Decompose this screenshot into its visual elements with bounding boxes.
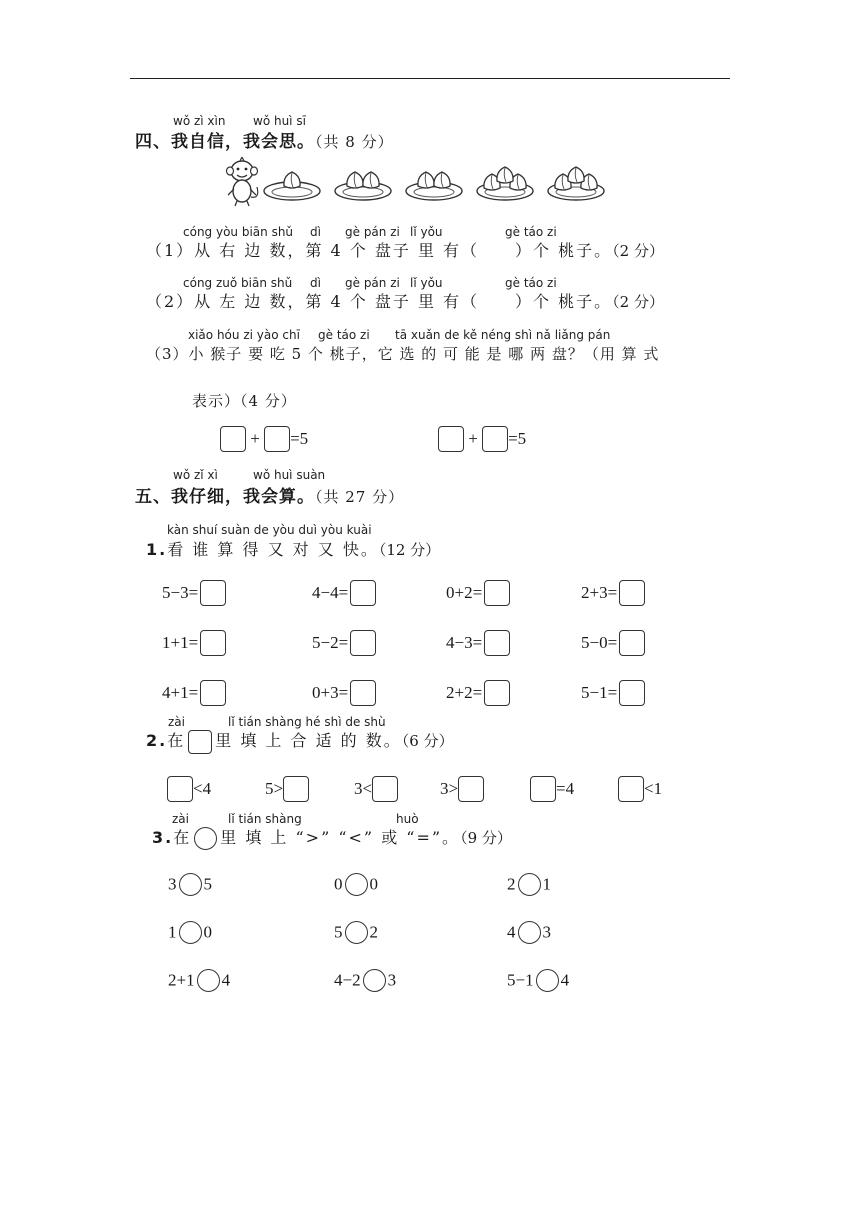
p3-num: 3. [152,828,174,847]
p3-score: （9 分） [460,829,512,847]
compare-item [334,873,378,896]
p1-text: 看 谁 算 得 又 对 又 快。 [167,540,379,559]
p3-text: 里 填 上 “>” “<” 或 “=”。 [220,828,461,847]
q3-text-2: 表示）（4 分） [192,392,297,410]
calc-item [162,630,226,656]
part-1-heading [146,537,440,560]
p1-score: （12 分） [378,541,441,559]
q1-text: （1）从 右 边 数，第 4 个 盘子 里 有（ ）个 桃子。 [146,241,613,260]
q3-text: （3）小 猴子 要 吃 5 个 桃子，它 选 的 可 能 是 哪 两 盘？（用 算 式 [146,345,660,363]
answer-box[interactable] [618,776,644,802]
q1-pinyin-3: gè pán zi [345,225,400,239]
calc-expression: 0+3= [312,683,349,702]
peach-plate-icon [477,167,533,200]
calc-item [312,630,376,656]
answer-circle[interactable] [197,969,220,992]
monkey-icon [222,157,262,207]
compare-right: 4 [560,970,570,990]
answer-circle[interactable] [345,873,368,896]
compare-right: 5 [203,874,212,894]
answer-circle[interactable] [179,921,202,944]
part-2-heading [146,728,454,754]
s4-pinyin-b: wǒ huì sī [253,114,306,128]
fill-item [530,776,574,802]
p2-text: 里 填 上 合 适 的 数。 [215,731,402,750]
calc-expression: 2+2= [446,683,483,702]
section5-score: （共 27 分） [315,488,405,506]
calc-expression: 4−3= [446,633,483,652]
p2-pinyin-a: zài [168,715,185,729]
answer-circle[interactable] [363,969,386,992]
q3-pinyin-2: gè táo zi [318,328,370,342]
compare-left: 1 [168,922,177,942]
answer-box[interactable] [484,630,510,656]
q2-pinyin-2: dì [310,276,321,290]
peach-plates [262,157,622,207]
s5-pinyin-a: wǒ zǐ xì [173,468,218,482]
answer-circle[interactable] [518,873,541,896]
answer-box[interactable] [283,776,309,802]
fill-after: <1 [644,779,663,798]
fill-item [440,776,484,802]
compare-item [507,921,551,944]
answer-box[interactable] [458,776,484,802]
question-4-1 [146,238,664,261]
compare-right: 0 [203,922,212,942]
p3-pinyin-a: zài [172,812,189,826]
compare-item [507,969,569,992]
q1-score: （2 分） [612,242,664,260]
answer-box[interactable] [200,680,226,706]
p2-num: 2. [146,731,168,750]
fill-after: =4 [556,779,575,798]
calc-item [446,580,510,606]
q1-pinyin-2: dì [310,225,321,239]
compare-item [334,921,378,944]
q2-pinyin-5: gè táo zi [505,276,557,290]
compare-left: 5−1 [507,970,534,990]
q3-pinyin-1: xiǎo hóu zi yào chī [188,328,300,342]
fill-after: <4 [193,779,212,798]
answer-box[interactable] [200,580,226,606]
section4-heading [135,127,394,152]
s5-pinyin-b: wǒ huì suàn [253,468,326,482]
fill-item [167,776,211,802]
peach-plate-icon [548,167,604,200]
q3-pinyin-3: tā xuǎn de kě néng shì nǎ liǎng pán [395,328,611,342]
calc-expression: 5−0= [581,633,618,652]
compare-right: 0 [369,874,378,894]
s4-pinyin-a: wǒ zì xìn [173,114,226,128]
answer-box[interactable] [350,630,376,656]
box-symbol-icon [188,730,212,754]
answer-circle[interactable] [179,873,202,896]
compare-item [168,921,212,944]
calc-item [446,630,510,656]
answer-circle[interactable] [536,969,559,992]
fill-before: 3> [440,779,459,798]
calc-expression: 5−2= [312,633,349,652]
question-4-2 [146,289,664,312]
part-3-heading [152,825,512,850]
p3-pinyin-b: lǐ tián shàng [228,812,302,826]
compare-right: 4 [221,970,231,990]
compare-left: 0 [334,874,343,894]
fill-item [618,776,662,802]
p2-score: （6 分） [401,732,454,750]
peach-plate-icon [335,172,391,200]
compare-right: 3 [387,970,397,990]
answer-box[interactable] [372,776,398,802]
q3-equation-2: + =5 [438,426,526,452]
answer-box[interactable] [619,680,645,706]
compare-left: 5 [334,922,343,942]
compare-left: 4−2 [334,970,361,990]
compare-right: 1 [542,874,551,894]
compare-left: 2+1 [168,970,195,990]
answer-box[interactable] [482,426,508,452]
compare-item [507,873,551,896]
section4-title: 四、我自信，我会思。 [135,132,315,152]
answer-box[interactable] [619,580,645,606]
q2-score: （2 分） [612,293,664,311]
answer-box[interactable] [484,680,510,706]
calc-item [446,680,510,706]
fill-before: 3< [354,779,373,798]
peach-plate-icon [406,172,462,200]
q2-pinyin-4: lǐ yǒu [410,276,443,290]
compare-left: 3 [168,874,177,894]
calc-item [581,580,645,606]
compare-item [168,969,230,992]
calc-expression: 5−3= [162,583,199,602]
q2-pinyin-3: gè pán zi [345,276,400,290]
answer-box[interactable] [350,580,376,606]
p3-pre: 在 [173,828,192,847]
q1-pinyin-5: gè táo zi [505,225,557,239]
compare-item [334,969,396,992]
calc-expression: 4+1= [162,683,199,702]
compare-left: 4 [507,922,516,942]
monkey-peaches-illustration [222,157,622,207]
eq-tail: =5 [290,429,309,448]
p1-num: 1. [146,540,168,559]
top-rule [130,78,730,79]
calc-item [312,680,376,706]
fill-before: 5> [265,779,284,798]
calc-item [581,680,645,706]
answer-box[interactable] [264,426,290,452]
calc-expression: 0+2= [446,583,483,602]
section4-score: （共 8 分） [315,133,394,151]
q2-pinyin-1: cóng zuǒ biān shǔ [183,276,293,290]
compare-item [168,873,212,896]
p2-pre: 在 [167,731,186,750]
fill-item [265,776,309,802]
p3-pinyin-c: huò [396,812,419,826]
answer-circle[interactable] [345,921,368,944]
answer-box[interactable] [220,426,246,452]
compare-left: 2 [507,874,516,894]
calc-item [162,680,226,706]
eq-tail: =5 [508,429,527,448]
calc-expression: 5−1= [581,683,618,702]
section5-title: 五、我仔细，我会算。 [135,487,315,507]
q2-text: （2）从 左 边 数，第 4 个 盘子 里 有（ ）个 桃子。 [146,292,613,311]
calc-item [162,580,226,606]
answer-box[interactable] [350,680,376,706]
answer-circle[interactable] [518,921,541,944]
section5-heading [135,482,404,507]
answer-box[interactable] [484,580,510,606]
q1-pinyin-4: lǐ yǒu [410,225,443,239]
peach-plate-icon [264,172,320,200]
q1-pinyin-1: cóng yòu biān shǔ [183,225,294,239]
compare-right: 3 [542,922,551,942]
fill-item [354,776,398,802]
calc-item [312,580,376,606]
compare-right: 2 [369,922,378,942]
calc-item [581,630,645,656]
answer-box[interactable] [167,776,193,802]
calc-expression: 1+1= [162,633,199,652]
p2-pinyin-b: lǐ tián shàng hé shì de shù [228,715,386,729]
answer-box[interactable] [619,630,645,656]
circle-symbol-icon [194,827,217,850]
answer-box[interactable] [530,776,556,802]
calc-expression: 2+3= [581,583,618,602]
calc-expression: 4−4= [312,583,349,602]
p1-pinyin: kàn shuí suàn de yòu duì yòu kuài [167,523,372,537]
q3-equation-1: + =5 [220,426,308,452]
answer-box[interactable] [200,630,226,656]
answer-box[interactable] [438,426,464,452]
